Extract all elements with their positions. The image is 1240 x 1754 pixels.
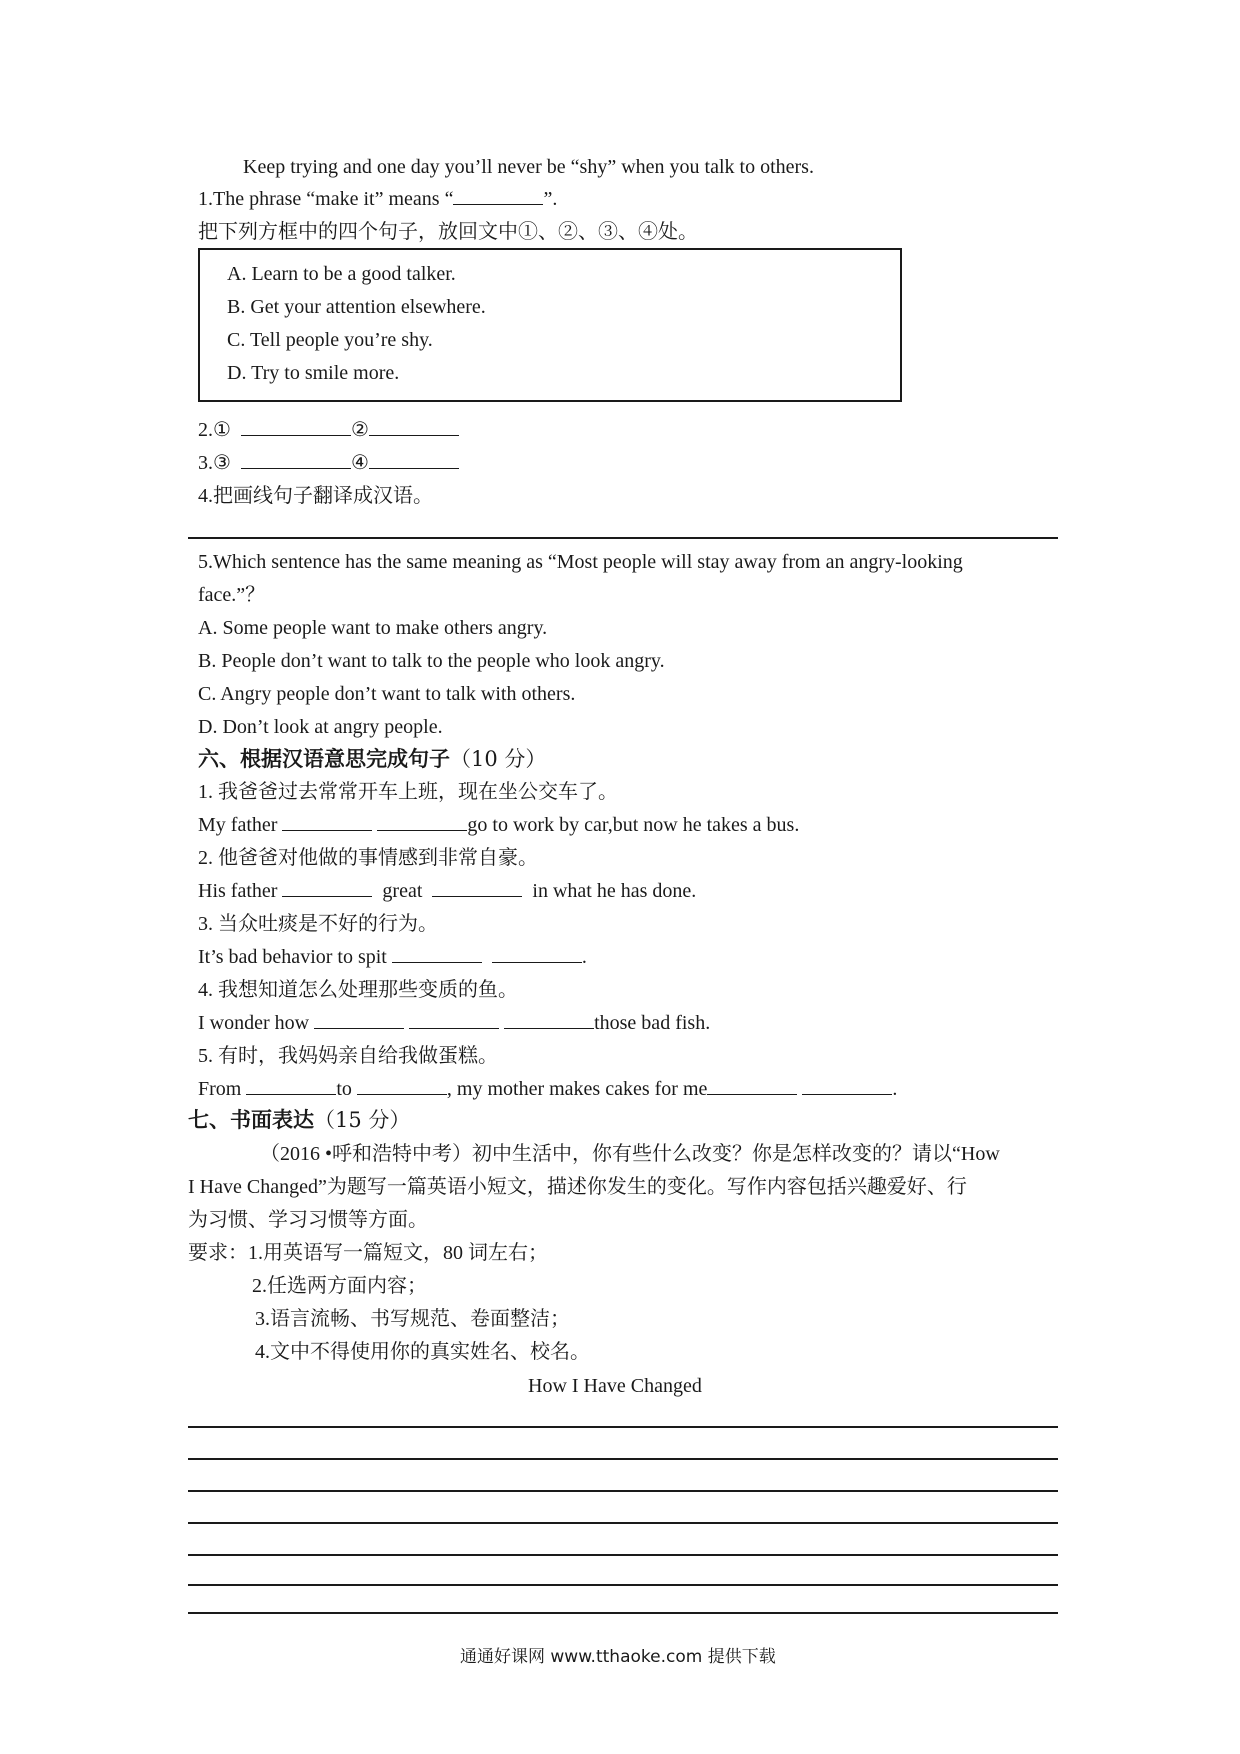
box-option-a: A. Learn to be a good talker. xyxy=(227,263,456,285)
q5-line-1: 5.Which sentence has the same meaning as “Most people will stay away from an angry-looking xyxy=(198,551,963,573)
essay-line-1[interactable] xyxy=(188,1426,1058,1428)
s7-req-1-text: 1.用英语写一篇短文，80 词左右； xyxy=(248,1242,548,1264)
s7-prompt-line-1: （2016 •呼和浩特中考）初中生活中，你有些什么改变？你是怎样改变的？请以“How xyxy=(260,1143,1000,1165)
q2-mid: ② xyxy=(350,419,369,441)
s7-requirement-1 xyxy=(188,1240,548,1266)
essay-line-6[interactable] xyxy=(188,1584,1058,1586)
question-2 xyxy=(198,417,459,443)
essay-line-5[interactable] xyxy=(188,1554,1058,1556)
s6-item-1-cn: 1. 我爸爸过去常常开车上班，现在坐公交车了。 xyxy=(198,781,618,803)
s6-item-4-blank-2[interactable] xyxy=(409,1010,499,1029)
s6-item-5-c: , my mother makes cakes for me xyxy=(446,1078,708,1100)
q5-option-a: A. Some people want to make others angry. xyxy=(198,617,548,639)
s6-item-4-b: those bad fish. xyxy=(594,1012,711,1034)
s6-item-4-en xyxy=(198,1010,710,1036)
s6-item-3-blank-2[interactable] xyxy=(492,944,582,963)
s6-item-3-b: . xyxy=(581,946,587,968)
essay-line-2[interactable] xyxy=(188,1458,1058,1460)
s7-prompt-line-2: I Have Changed”为题写一篇英语小短文，描述你发生的变化。写作内容包括兴趣爱好、行 xyxy=(188,1176,967,1198)
s6-item-2-cn: 2. 他爸爸对他做的事情感到非常自豪。 xyxy=(198,847,538,869)
s7-requirement-4: 4.文中不得使用你的真实姓名、校名。 xyxy=(255,1341,590,1363)
section-7-heading xyxy=(188,1107,410,1133)
instruction-text: 把下列方框中的四个句子，放回文中①、②、③、④处。 xyxy=(198,221,698,243)
section-6-score: （10 分） xyxy=(450,747,547,771)
essay-line-7[interactable] xyxy=(188,1612,1058,1614)
box-option-b: B. Get your attention elsewhere. xyxy=(227,296,486,318)
s6-item-3-a: It’s bad behavior to spit xyxy=(198,946,387,968)
section-6-title: 六、根据汉语意思完成句子 xyxy=(198,747,450,771)
s6-item-4-cn: 4. 我想知道怎么处理那些变质的鱼。 xyxy=(198,979,518,1001)
q1-prefix: 1.The phrase “make it” means “ xyxy=(198,188,454,210)
s6-item-1-a: My father xyxy=(198,814,278,836)
s6-item-4-a: I wonder how xyxy=(198,1012,310,1034)
s6-item-2-blank-1[interactable] xyxy=(282,878,372,897)
q2-prefix: 2.① xyxy=(198,419,231,441)
q1-blank[interactable] xyxy=(453,186,543,205)
q3-blank-2[interactable] xyxy=(369,450,459,469)
q5-line-2: face.”？ xyxy=(198,584,266,606)
s6-item-5-blank-3[interactable] xyxy=(707,1076,797,1095)
s6-item-1-en xyxy=(198,812,799,838)
s6-item-5-blank-1[interactable] xyxy=(246,1076,336,1095)
q5-option-c: C. Angry people don’t want to talk with others. xyxy=(198,683,576,705)
passage-end: Keep trying and one day you’ll never be “shy” when you talk to others. xyxy=(243,156,814,178)
q1-suffix: ”. xyxy=(543,188,558,210)
essay-title: How I Have Changed xyxy=(528,1375,702,1397)
box-option-d: D. Try to smile more. xyxy=(227,362,400,384)
s6-item-2-blank-2[interactable] xyxy=(432,878,522,897)
s6-item-1-blank-1[interactable] xyxy=(282,812,372,831)
s6-item-2-c: in what he has done. xyxy=(532,880,697,902)
box-option-c: C. Tell people you’re shy. xyxy=(227,329,433,351)
s6-item-2-en xyxy=(198,878,696,904)
essay-line-3[interactable] xyxy=(188,1490,1058,1492)
question-3 xyxy=(198,450,459,476)
q3-blank-1[interactable] xyxy=(241,450,351,469)
s6-item-2-a: His father xyxy=(198,880,278,902)
s6-item-3-blank-1[interactable] xyxy=(392,944,482,963)
s6-item-5-en xyxy=(198,1076,897,1102)
s6-item-5-blank-2[interactable] xyxy=(357,1076,447,1095)
q5-option-b: B. People don’t want to talk to the people who look angry. xyxy=(198,650,665,672)
s6-item-5-a: From xyxy=(198,1078,242,1100)
s7-requirement-3: 3.语言流畅、书写规范、卷面整洁； xyxy=(255,1308,570,1330)
s6-item-4-blank-1[interactable] xyxy=(314,1010,404,1029)
s6-item-5-blank-4[interactable] xyxy=(802,1076,892,1095)
s6-item-5-cn: 5. 有时，我妈妈亲自给我做蛋糕。 xyxy=(198,1045,498,1067)
q2-blank-1[interactable] xyxy=(241,417,351,436)
s6-item-4-blank-3[interactable] xyxy=(504,1010,594,1029)
q3-mid: ④ xyxy=(350,452,369,474)
section-6-heading xyxy=(198,746,546,772)
essay-line-4[interactable] xyxy=(188,1522,1058,1524)
s6-item-1-b: go to work by car,but now he takes a bus. xyxy=(467,814,800,836)
s6-item-3-cn: 3. 当众吐痰是不好的行为。 xyxy=(198,913,438,935)
s6-item-3-en xyxy=(198,944,587,970)
question-4: 4.把画线句子翻译成汉语。 xyxy=(198,485,433,507)
q5-option-d: D. Don’t look at angry people. xyxy=(198,716,443,738)
section-7-score: （15 分） xyxy=(314,1108,411,1132)
s6-item-5-d: . xyxy=(892,1078,898,1100)
s6-item-5-b: to xyxy=(336,1078,352,1100)
q3-prefix: 3.③ xyxy=(198,452,231,474)
s6-item-1-blank-2[interactable] xyxy=(377,812,467,831)
section-7-title: 七、书面表达 xyxy=(188,1108,314,1132)
q2-blank-2[interactable] xyxy=(369,417,459,436)
s7-requirement-2: 2.任选两方面内容； xyxy=(252,1275,427,1297)
footer-text: 通通好课网 www.tthaoke.com 提供下载 xyxy=(460,1647,776,1667)
question-1 xyxy=(198,186,557,212)
s7-prompt-line-3: 为习惯、学习习惯等方面。 xyxy=(188,1209,428,1231)
s6-item-2-b: great xyxy=(382,880,423,902)
s7-req-label: 要求： xyxy=(188,1242,248,1264)
options-box xyxy=(198,248,902,402)
translation-answer-line[interactable] xyxy=(188,537,1058,539)
